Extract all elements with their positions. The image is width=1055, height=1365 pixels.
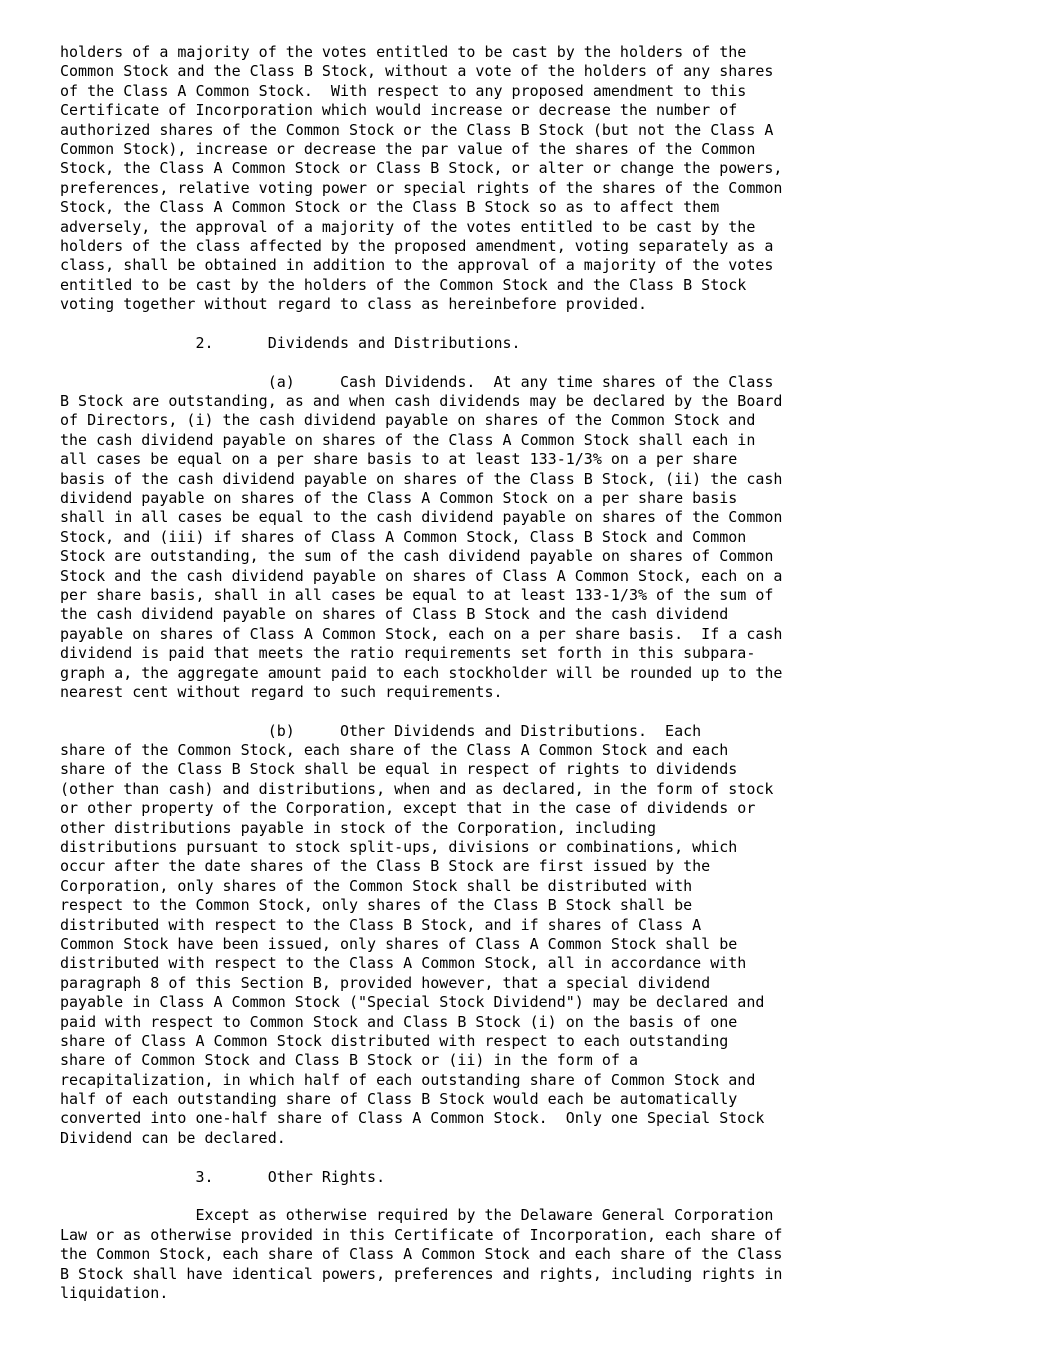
text-line: Stock, and (iii) if shares of Class A Common Stock, Class B Stock and Common [60, 527, 747, 546]
text-line: basis of the cash dividend payable on shares of the Class B Stock, (ii) the cash [60, 469, 783, 488]
text-line: or other property of the Corporation, except that in the case of dividends or [60, 799, 756, 818]
text-line: share of Class A Common Stock distributed with respect to each outstanding [60, 1031, 729, 1050]
paragraph-voting-amendment [60, 43, 820, 314]
text-line: dividend payable on shares of the Class A Common Stock on a per share basis [60, 488, 738, 507]
text-line: voting together without regard to class as hereinbefore provided. [60, 295, 647, 314]
text-line: distributed with respect to the Class B Stock, and if shares of Class A [60, 915, 702, 934]
section-heading-dividends [60, 334, 820, 353]
text-line: payable in Class A Common Stock ("Special Stock Dividend") may be declared and [60, 993, 765, 1012]
text-line: paragraph 8 of this Section B, provided however, that a special dividend [60, 973, 711, 992]
text-line: entitled to be cast by the holders of the Common Stock and the Class B Stock [60, 275, 747, 294]
text-line: paid with respect to Common Stock and Class B Stock (i) on the basis of one [60, 1012, 738, 1031]
text-line: share of Common Stock and Class B Stock or (ii) in the form of a [60, 1051, 638, 1070]
text-line: Common Stock), increase or decrease the par value of the shares of the Common [60, 139, 756, 158]
text-line: class, shall be obtained in addition to the approval of a majority of the votes [60, 256, 774, 275]
text-line: of the Class A Common Stock. With respect to any proposed amendment to this [60, 81, 747, 100]
text-line: Stock and the cash dividend payable on shares of Class A Common Stock, each on a [60, 566, 783, 585]
text-line: (other than cash) and distributions, when and as declared, in the form of stock [60, 779, 774, 798]
text-line: Law or as otherwise provided in this Certificate of Incorporation, each share of [60, 1225, 783, 1244]
text-line: 3. Other Rights. [60, 1167, 386, 1186]
paragraph-other-rights [60, 1206, 820, 1303]
text-line: (b) Other Dividends and Distributions. Each [60, 721, 702, 740]
text-line: Stock, the Class A Common Stock or Class B Stock, or alter or change the powers, [60, 159, 783, 178]
text-line: holders of the class affected by the proposed amendment, voting separately as a [60, 236, 774, 255]
text-line: Stock, the Class A Common Stock or the Class B Stock so as to affect them [60, 198, 720, 217]
text-line: other distributions payable in stock of the Corporation, including [60, 818, 657, 837]
text-line: recapitalization, in which half of each outstanding share of Common Stock and [60, 1070, 756, 1089]
text-line: half of each outstanding share of Class B Stock would each be automatically [60, 1090, 738, 1109]
text-line: converted into one-half share of Class A Common Stock. Only one Special Stock [60, 1109, 765, 1128]
text-line: Dividend can be declared. [60, 1128, 286, 1147]
text-line: share of the Class B Stock shall be equal in respect of rights to dividends [60, 760, 738, 779]
text-line: the cash dividend payable on shares of Class B Stock and the cash dividend [60, 605, 729, 624]
text-line: B Stock shall have identical powers, preferences and rights, including rights in [60, 1264, 783, 1283]
text-line: nearest cent without regard to such requirements. [60, 682, 503, 701]
text-line: liquidation. [60, 1284, 169, 1302]
text-line: Corporation, only shares of the Common Stock shall be distributed with [60, 876, 693, 895]
text-line: holders of a majority of the votes entitled to be cast by the holders of the [60, 43, 747, 61]
text-line: B Stock are outstanding, as and when cash dividends may be declared by the Board [60, 392, 783, 411]
paragraph-cash-dividends [60, 373, 820, 703]
text-line: distributed with respect to the Class A Common Stock, all in accordance with [60, 954, 747, 973]
paragraph-other-dividends [60, 722, 820, 1149]
text-line: distributions pursuant to stock split-ups, divisions or combinations, which [60, 838, 738, 857]
text-line: Except as otherwise required by the Delaware General Corporation [60, 1206, 774, 1225]
text-line: of Directors, (i) the cash dividend payable on shares of the Common Stock and [60, 411, 756, 430]
text-line: authorized shares of the Common Stock or the Class B Stock (but not the Class A [60, 120, 774, 139]
text-line: respect to the Common Stock, only shares of the Class B Stock shall be [60, 896, 693, 915]
text-line: Common Stock and the Class B Stock, without a vote of the holders of any shares [60, 62, 774, 81]
section-heading-other-rights [60, 1168, 820, 1187]
text-line: payable on shares of Class A Common Stock, each on a per share basis. If a cash [60, 624, 783, 643]
text-line: all cases be equal on a per share basis to at least 133-1/3% on a per share [60, 450, 738, 469]
text-line: per share basis, shall in all cases be equal to at least 133-1/3% of the sum of [60, 585, 774, 604]
text-line: Certificate of Incorporation which would increase or decrease the number of [60, 101, 738, 120]
text-line: dividend is paid that meets the ratio requirements set forth in this subpara- [60, 644, 756, 663]
text-line: preferences, relative voting power or special rights of the shares of the Common [60, 178, 783, 197]
text-line: the Common Stock, each share of Class A Common Stock and each share of the Class [60, 1245, 783, 1264]
document-page [60, 43, 820, 1323]
text-line: (a) Cash Dividends. At any time shares of the Class [60, 372, 774, 391]
text-line: Stock are outstanding, the sum of the cash dividend payable on shares of Common [60, 547, 774, 566]
text-line: adversely, the approval of a majority of the votes entitled to be cast by the [60, 217, 756, 236]
text-line: the cash dividend payable on shares of the Class A Common Stock shall each in [60, 430, 756, 449]
text-line: occur after the date shares of the Class B Stock are first issued by the [60, 857, 711, 876]
text-line: shall in all cases be equal to the cash dividend payable on shares of the Common [60, 508, 783, 527]
text-line: graph a, the aggregate amount paid to each stockholder will be rounded up to the [60, 663, 783, 682]
text-line: share of the Common Stock, each share of the Class A Common Stock and each [60, 741, 729, 760]
text-line: Common Stock have been issued, only shares of Class A Common Stock shall be [60, 934, 738, 953]
text-line: 2. Dividends and Distributions. [60, 333, 521, 352]
